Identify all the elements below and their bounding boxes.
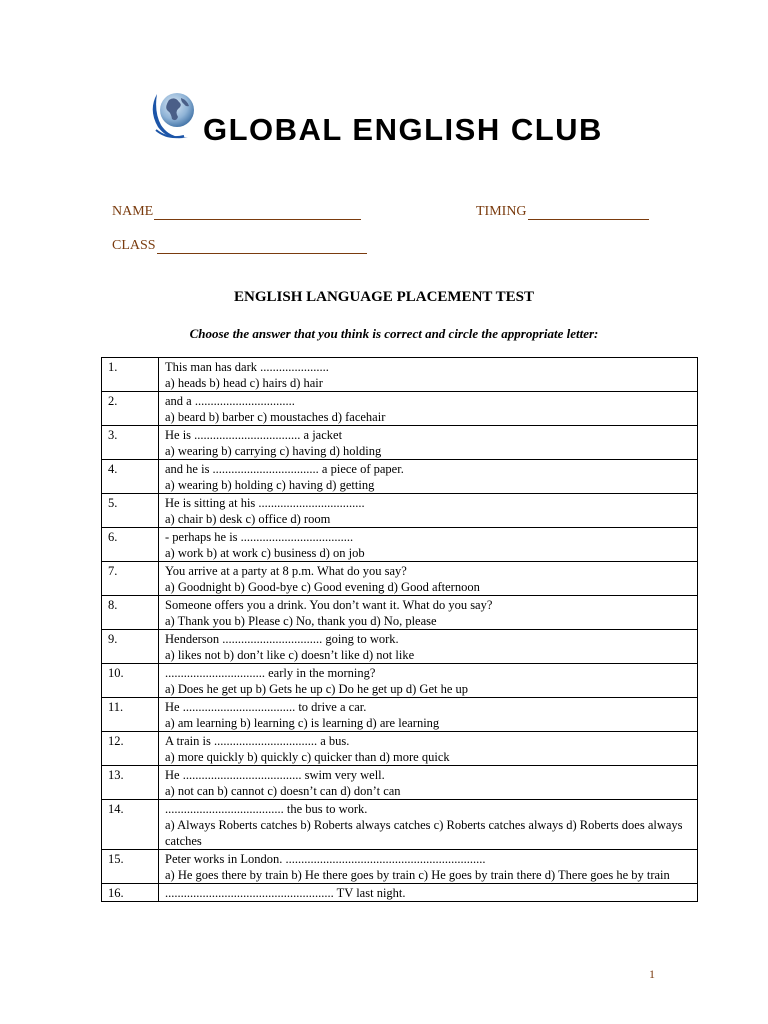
question-row bbox=[102, 392, 698, 426]
question-stem: He .................................... to drive a car. bbox=[165, 700, 367, 714]
question-number: 3. bbox=[102, 426, 159, 460]
question-cell bbox=[159, 358, 698, 392]
question-row bbox=[102, 800, 698, 850]
answer-options[interactable]: a) chair b) desk c) office d) room bbox=[165, 512, 331, 526]
question-stem: He is sitting at his .................................. bbox=[165, 496, 365, 510]
question-stem: A train is ................................. a bus. bbox=[165, 734, 350, 748]
question-stem: and a ................................ bbox=[165, 394, 295, 408]
question-number: 1. bbox=[102, 358, 159, 392]
class-line bbox=[157, 239, 367, 254]
question-cell bbox=[159, 884, 698, 902]
timing-field[interactable] bbox=[476, 204, 649, 220]
name-line bbox=[154, 205, 361, 220]
question-row bbox=[102, 596, 698, 630]
question-cell bbox=[159, 850, 698, 884]
question-row bbox=[102, 664, 698, 698]
question-stem: ...................................................... TV last night. bbox=[165, 886, 406, 900]
question-stem: Henderson ................................ going to work. bbox=[165, 632, 399, 646]
class-label: CLASS bbox=[112, 238, 156, 253]
name-field[interactable] bbox=[112, 204, 361, 220]
question-cell bbox=[159, 800, 698, 850]
question-number: 4. bbox=[102, 460, 159, 494]
answer-options[interactable]: a) wearing b) holding c) having d) getting bbox=[165, 478, 375, 492]
question-number: 10. bbox=[102, 664, 159, 698]
answer-options[interactable]: a) am learning b) learning c) is learning d) are learning bbox=[165, 716, 440, 730]
question-number: 11. bbox=[102, 698, 159, 732]
question-number: 9. bbox=[102, 630, 159, 664]
question-row bbox=[102, 426, 698, 460]
instruction: Choose the answer that you think is correct and circle the appropriate letter: bbox=[189, 326, 599, 341]
question-cell bbox=[159, 630, 698, 664]
question-cell bbox=[159, 596, 698, 630]
question-stem: This man has dark ...................... bbox=[165, 360, 329, 374]
question-number: 8. bbox=[102, 596, 159, 630]
question-table bbox=[101, 357, 698, 902]
answer-options[interactable]: a) He goes there by train b) He there goes by train c) He goes by train there d) There goes he by train bbox=[165, 868, 670, 882]
question-stem: - perhaps he is .................................... bbox=[165, 530, 354, 544]
name-label: NAME bbox=[112, 204, 154, 219]
question-stem: Someone offers you a drink. You don’t want it. What do you say? bbox=[165, 598, 493, 612]
question-row bbox=[102, 528, 698, 562]
question-cell bbox=[159, 528, 698, 562]
class-field[interactable] bbox=[112, 238, 367, 254]
question-number: 12. bbox=[102, 732, 159, 766]
question-cell bbox=[159, 562, 698, 596]
answer-options[interactable]: a) not can b) cannot c) doesn’t can d) don’t can bbox=[165, 784, 401, 798]
question-stem: Peter works in London. ................................................................ bbox=[165, 852, 486, 866]
question-row bbox=[102, 766, 698, 800]
question-number: 13. bbox=[102, 766, 159, 800]
question-row bbox=[102, 562, 698, 596]
question-number: 7. bbox=[102, 562, 159, 596]
question-cell bbox=[159, 392, 698, 426]
question-row bbox=[102, 698, 698, 732]
question-number: 5. bbox=[102, 494, 159, 528]
club-title: GLOBAL ENGLISH CLUB bbox=[203, 112, 603, 147]
question-number: 6. bbox=[102, 528, 159, 562]
answer-options[interactable]: a) Does he get up b) Gets he up c) Do he get up d) Get he up bbox=[165, 682, 469, 696]
question-cell bbox=[159, 494, 698, 528]
answer-options[interactable]: a) heads b) head c) hairs d) hair bbox=[165, 376, 323, 390]
question-cell bbox=[159, 460, 698, 494]
globe-swoosh-icon bbox=[147, 86, 205, 144]
answer-options[interactable]: a) more quickly b) quickly c) quicker than d) more quick bbox=[165, 750, 450, 764]
question-cell bbox=[159, 732, 698, 766]
question-row bbox=[102, 884, 698, 902]
question-row bbox=[102, 850, 698, 884]
question-row bbox=[102, 358, 698, 392]
question-row bbox=[102, 732, 698, 766]
answer-options[interactable]: a) work b) at work c) business d) on job bbox=[165, 546, 365, 560]
question-number: 15. bbox=[102, 850, 159, 884]
question-row bbox=[102, 460, 698, 494]
question-stem: He ...................................... swim very well. bbox=[165, 768, 385, 782]
test-title: ENGLISH LANGUAGE PLACEMENT TEST bbox=[234, 289, 534, 305]
question-stem: ................................ early in the morning? bbox=[165, 666, 376, 680]
question-cell bbox=[159, 664, 698, 698]
question-stem: ...................................... the bus to work. bbox=[165, 802, 368, 816]
question-number: 14. bbox=[102, 800, 159, 850]
timing-label: TIMING bbox=[476, 204, 527, 219]
question-number: 2. bbox=[102, 392, 159, 426]
question-stem: He is .................................. a jacket bbox=[165, 428, 343, 442]
question-row bbox=[102, 494, 698, 528]
answer-options[interactable]: a) likes not b) don’t like c) doesn’t like d) not like bbox=[165, 648, 415, 662]
question-row bbox=[102, 630, 698, 664]
answer-options[interactable]: a) wearing b) carrying c) having d) holding bbox=[165, 444, 382, 458]
question-stem: You arrive at a party at 8 p.m. What do you say? bbox=[165, 564, 407, 578]
question-cell bbox=[159, 426, 698, 460]
question-cell bbox=[159, 698, 698, 732]
question-cell bbox=[159, 766, 698, 800]
page-number: 1 bbox=[649, 967, 655, 981]
answer-options[interactable]: a) Goodnight b) Good-bye c) Good evening d) Good afternoon bbox=[165, 580, 480, 594]
answer-options[interactable]: a) Always Roberts catches b) Roberts always catches c) Roberts catches always d) Roberts does always catches bbox=[165, 818, 683, 848]
timing-line bbox=[528, 205, 649, 220]
question-number: 16. bbox=[102, 884, 159, 902]
answer-options[interactable]: a) Thank you b) Please c) No, thank you d) No, please bbox=[165, 614, 437, 628]
answer-options[interactable]: a) beard b) barber c) moustaches d) facehair bbox=[165, 410, 386, 424]
question-stem: and he is .................................. a piece of paper. bbox=[165, 462, 404, 476]
